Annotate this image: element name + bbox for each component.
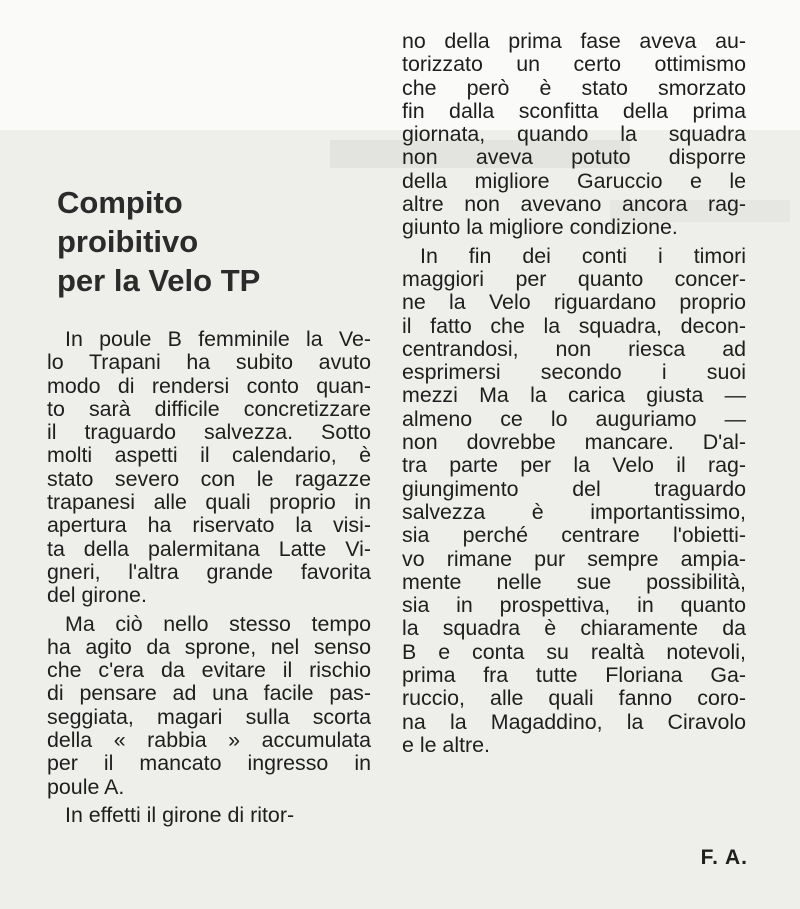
text-line: to sarà difficile concretizzare [47,396,371,421]
text-line: molti aspetti il calendario, è [47,443,371,468]
text-line: In fin dei conti i timori [420,243,746,268]
text-line: giunto la migliore condizione. [402,215,678,240]
text-line: no della prima fase aveva au- [402,29,746,53]
text-line: In effetti il girone di ritor- [65,802,295,827]
text-line: ruccio, alle quali fanno coro- [402,686,746,711]
author-signature: F. A. [700,846,748,869]
text-line: della « rabbia » accumulata [47,728,371,753]
headline-line: proibitivo [57,224,199,259]
text-line: il traguardo salvezza. Sotto [47,420,371,445]
article-paragraph [47,804,371,827]
text-line: Ma ciò nello stesso tempo [65,611,371,636]
text-line: In poule B femminile la Ve- [65,327,371,351]
text-line: sia in prospettiva, in quanto [402,593,746,618]
text-line: ha agito da sprone, nel senso [47,634,371,659]
text-line: maggiori per quanto concer- [402,266,746,291]
article-paragraph [47,613,371,799]
text-line: la squadra è chiaramente da [402,616,746,641]
text-line: mezzi Ma la carica giusta — [402,383,746,408]
text-line: trapanesi alle quali proprio in [47,490,371,515]
text-line: non aveva potuto disporre [402,145,746,170]
text-line: stato severo con le ragazze [47,466,371,491]
article-paragraph [47,328,371,608]
text-line: di pensare ad una facile pas- [47,681,371,706]
article-right-column [402,30,746,757]
text-line: B e conta su realtà notevoli, [402,639,746,664]
text-line: lo Trapani ha subito avuto [47,350,371,375]
text-line: che però è stato smorzato [402,75,746,100]
article-left-column [47,328,371,827]
text-line: almeno ce lo auguriamo — [402,406,746,431]
text-line: seggiata, magari sulla scorta [47,704,371,729]
text-line: che c'era da evitare il rischio [47,658,371,683]
article-headline [57,183,377,300]
text-line: e le altre. [402,732,490,757]
text-line: salvezza è importantissimo, [402,499,746,524]
text-line: sia perché centrare l'obietti- [402,523,746,548]
text-line: del girone. [47,583,147,608]
text-line: fin dalla sconfitta della prima [402,98,746,123]
text-line: torizzato un certo ottimismo [402,52,746,77]
text-line: mente nelle sue possibilità, [402,569,746,594]
text-line: modo di rendersi conto quan- [47,373,371,398]
text-line: il fatto che la squadra, decon- [402,313,746,338]
text-line: centrandosi, non riesca ad [402,336,746,361]
text-line: ne la Velo riguardano proprio [402,290,746,315]
article-paragraph [402,245,746,758]
text-line: giornata, quando la squadra [402,122,746,147]
text-line: tra parte per la Velo il rag- [402,453,746,478]
text-line: per il mancato ingresso in [47,751,371,776]
headline-line: Compito [57,185,183,220]
text-line: altre non avevano ancora rag- [402,192,746,217]
text-line: giungimento del traguardo [402,476,746,501]
text-line: gneri, l'altra grande favorita [47,559,371,584]
text-line: apertura ha riservato la visi- [47,513,371,538]
text-line: poule A. [47,774,125,799]
text-line: na la Magaddino, la Ciravolo [402,709,746,734]
text-line: esprimersi secondo i suoi [402,360,746,385]
text-line: non dovrebbe mancare. D'al- [402,430,746,455]
text-line: ta della palermitana Latte Vi- [47,536,371,561]
text-line: della migliore Garuccio e le [402,168,746,193]
headline-line: per la Velo TP [57,263,261,298]
text-line: prima fra tutte Floriana Ga- [402,663,746,688]
article-paragraph [402,30,746,240]
text-line: vo rimane pur sempre ampia- [402,546,746,571]
